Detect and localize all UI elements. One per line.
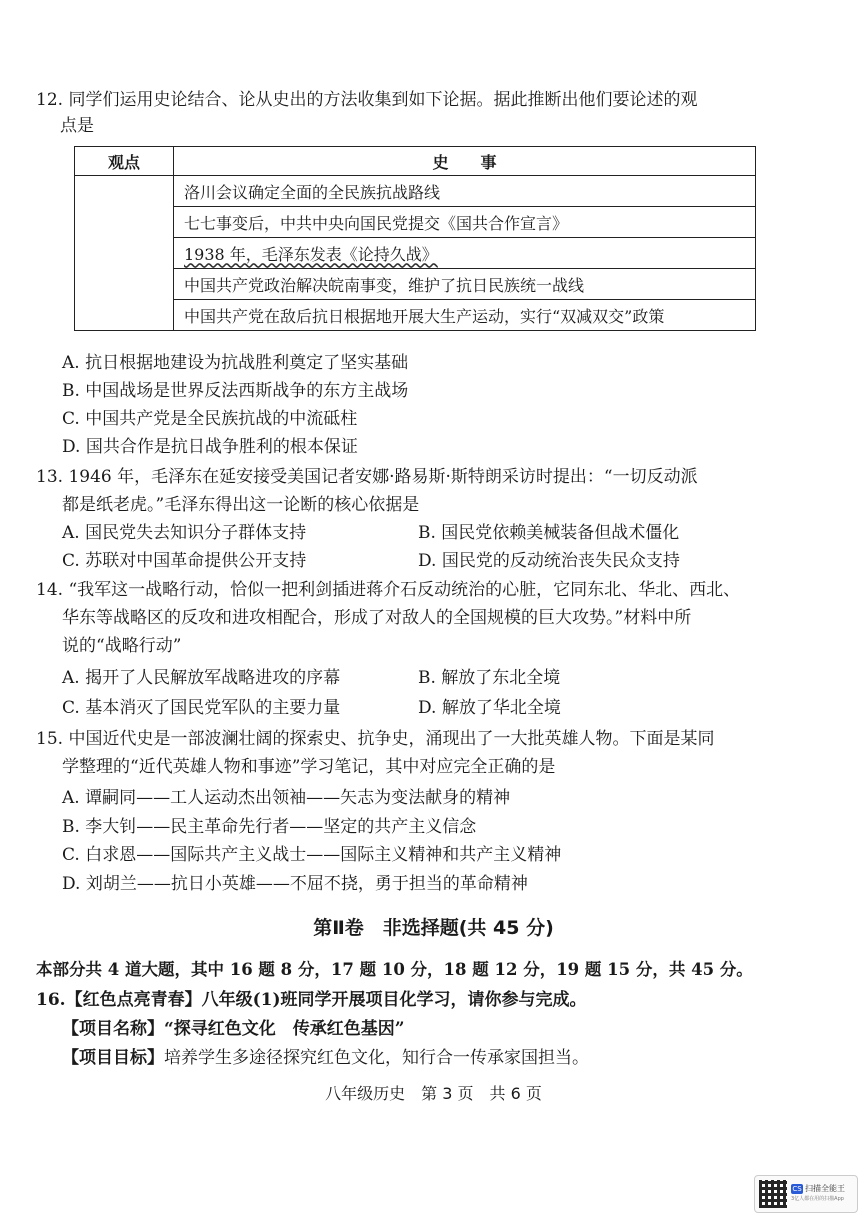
qr-code-icon	[759, 1180, 787, 1208]
q14-stem-line2: 华东等战略区的反攻和进攻相配合，形成了对敌人的全国规模的巨大攻势。”材料中所	[62, 608, 692, 628]
table-cell-fact: 中国共产党在敌后抗日根据地开展大生产运动，实行“双减双交”政策	[174, 300, 756, 331]
q14-stem-line3: 说的“战略行动”	[62, 636, 182, 656]
table-cell-fact: 七七事变后，中共中央向国民党提交《国共合作宣言》	[174, 207, 756, 238]
q15-option-b: B. 李大钊——民主革命先行者——坚定的共产主义信念	[62, 817, 477, 837]
q12-option-b: B. 中国战场是世界反法西斯战争的东方主战场	[62, 381, 409, 401]
q12-option-c: C. 中国共产党是全民族抗战的中流砥柱	[62, 409, 358, 429]
q13-stem-line2: 都是纸老虎。”毛泽东得出这一论断的核心依据是	[62, 495, 420, 515]
q14-option-c: C. 基本消灭了国民党军队的主要力量	[62, 698, 341, 718]
q12-stem-line1: 12. 同学们运用史论结合、论从史出的方法收集到如下论据。据此推断出他们要论述的观	[36, 90, 698, 110]
q15-option-c: C. 白求恩——国际共产主义战士——国际主义精神和共产主义精神	[62, 845, 562, 865]
table-cell-fact	[174, 238, 756, 269]
table-header-view: 观点	[75, 147, 174, 176]
q15-option-d: D. 刘胡兰——抗日小英雄——不屈不挠，勇于担当的革命精神	[62, 874, 528, 894]
q15-option-a: A. 谭嗣同——工人运动杰出领袖——矢志为变法献身的精神	[62, 788, 511, 808]
scanner-badge-text	[791, 1184, 845, 1204]
q13-option-c: C. 苏联对中国革命提供公开支持	[62, 551, 307, 571]
q12-option-d: D. 国共合作是抗日战争胜利的根本保证	[62, 437, 358, 457]
section-title: 第Ⅱ卷 非选择题(共 45 分)	[313, 917, 554, 939]
table-row	[75, 207, 756, 238]
q14-option-b: B. 解放了东北全境	[418, 668, 561, 688]
table-cell-fact: 洛川会议确定全面的全民族抗战路线	[174, 176, 756, 207]
q12-evidence-table	[74, 146, 756, 331]
camscanner-icon: CS	[792, 1185, 802, 1193]
page-footer: 八年级历史 第 3 页 共 6 页	[325, 1084, 542, 1103]
table-cell-fact: 中国共产党政治解决皖南事变，维护了抗日民族统一战线	[174, 269, 756, 300]
q15-stem-line2: 学整理的“近代英雄人物和事迹”学习笔记，其中对应完全正确的是	[62, 757, 556, 777]
q13-option-b: B. 国民党依赖美械装备但战术僵化	[418, 523, 680, 543]
table-row	[75, 269, 756, 300]
scanner-sub: 3亿人都在用的扫描App	[791, 1196, 844, 1202]
table-row	[75, 238, 756, 269]
table-header-facts: 史 事	[174, 147, 756, 176]
q16-project-goal-value: 培养学生多途径探究红色文化，知行合一传承家国担当。	[164, 1048, 589, 1068]
q16-project-name-label: 【项目名称】	[62, 1019, 164, 1039]
q12-option-a: A. 抗日根据地建设为抗战胜利奠定了坚实基础	[62, 353, 409, 373]
q16-project-goal-label: 【项目目标】	[62, 1048, 164, 1068]
q12-stem-line2: 点是	[60, 116, 94, 136]
q16-stem: 16.【红色点亮青春】八年级(1)班同学开展项目化学习，请你参与完成。	[36, 990, 587, 1010]
q13-stem-line1: 13. 1946 年，毛泽东在延安接受美国记者安娜·路易斯·斯特朗采访时提出：“一切反动派	[36, 467, 698, 487]
q16-project-name	[62, 1017, 405, 1041]
table-row	[75, 300, 756, 331]
q14-option-a: A. 揭开了人民解放军战略进攻的序幕	[62, 668, 341, 688]
section-intro: 本部分共 4 道大题，其中 16 题 8 分，17 题 10 分，18 题 12 分，19 题 15 分，共 45 分。	[36, 960, 753, 979]
scanner-name: 扫描全能王	[805, 1184, 845, 1193]
q14-stem-line1: 14. “我军这一战略行动，恰似一把利剑插进蒋介石反动统治的心脏，它同东北、华北、西北、	[36, 580, 741, 600]
q13-option-a: A. 国民党失去知识分子群体支持	[62, 523, 307, 543]
q15-stem-line1: 15. 中国近代史是一部波澜壮阔的探索史、抗争史，涌现出了一大批英雄人物。下面是某同	[36, 729, 715, 749]
scanner-watermark	[754, 1175, 858, 1213]
table-cell-fact-text: 1938 年，毛泽东发表《论持久战》	[184, 244, 438, 264]
q16-project-goal	[62, 1046, 589, 1070]
q14-option-d: D. 解放了华北全境	[418, 698, 561, 718]
q16-project-name-value: “探寻红色文化 传承红色基因”	[164, 1019, 405, 1039]
table-row	[75, 176, 756, 207]
q13-option-d: D. 国民党的反动统治丧失民众支持	[418, 551, 680, 571]
table-view-cell	[75, 176, 174, 331]
